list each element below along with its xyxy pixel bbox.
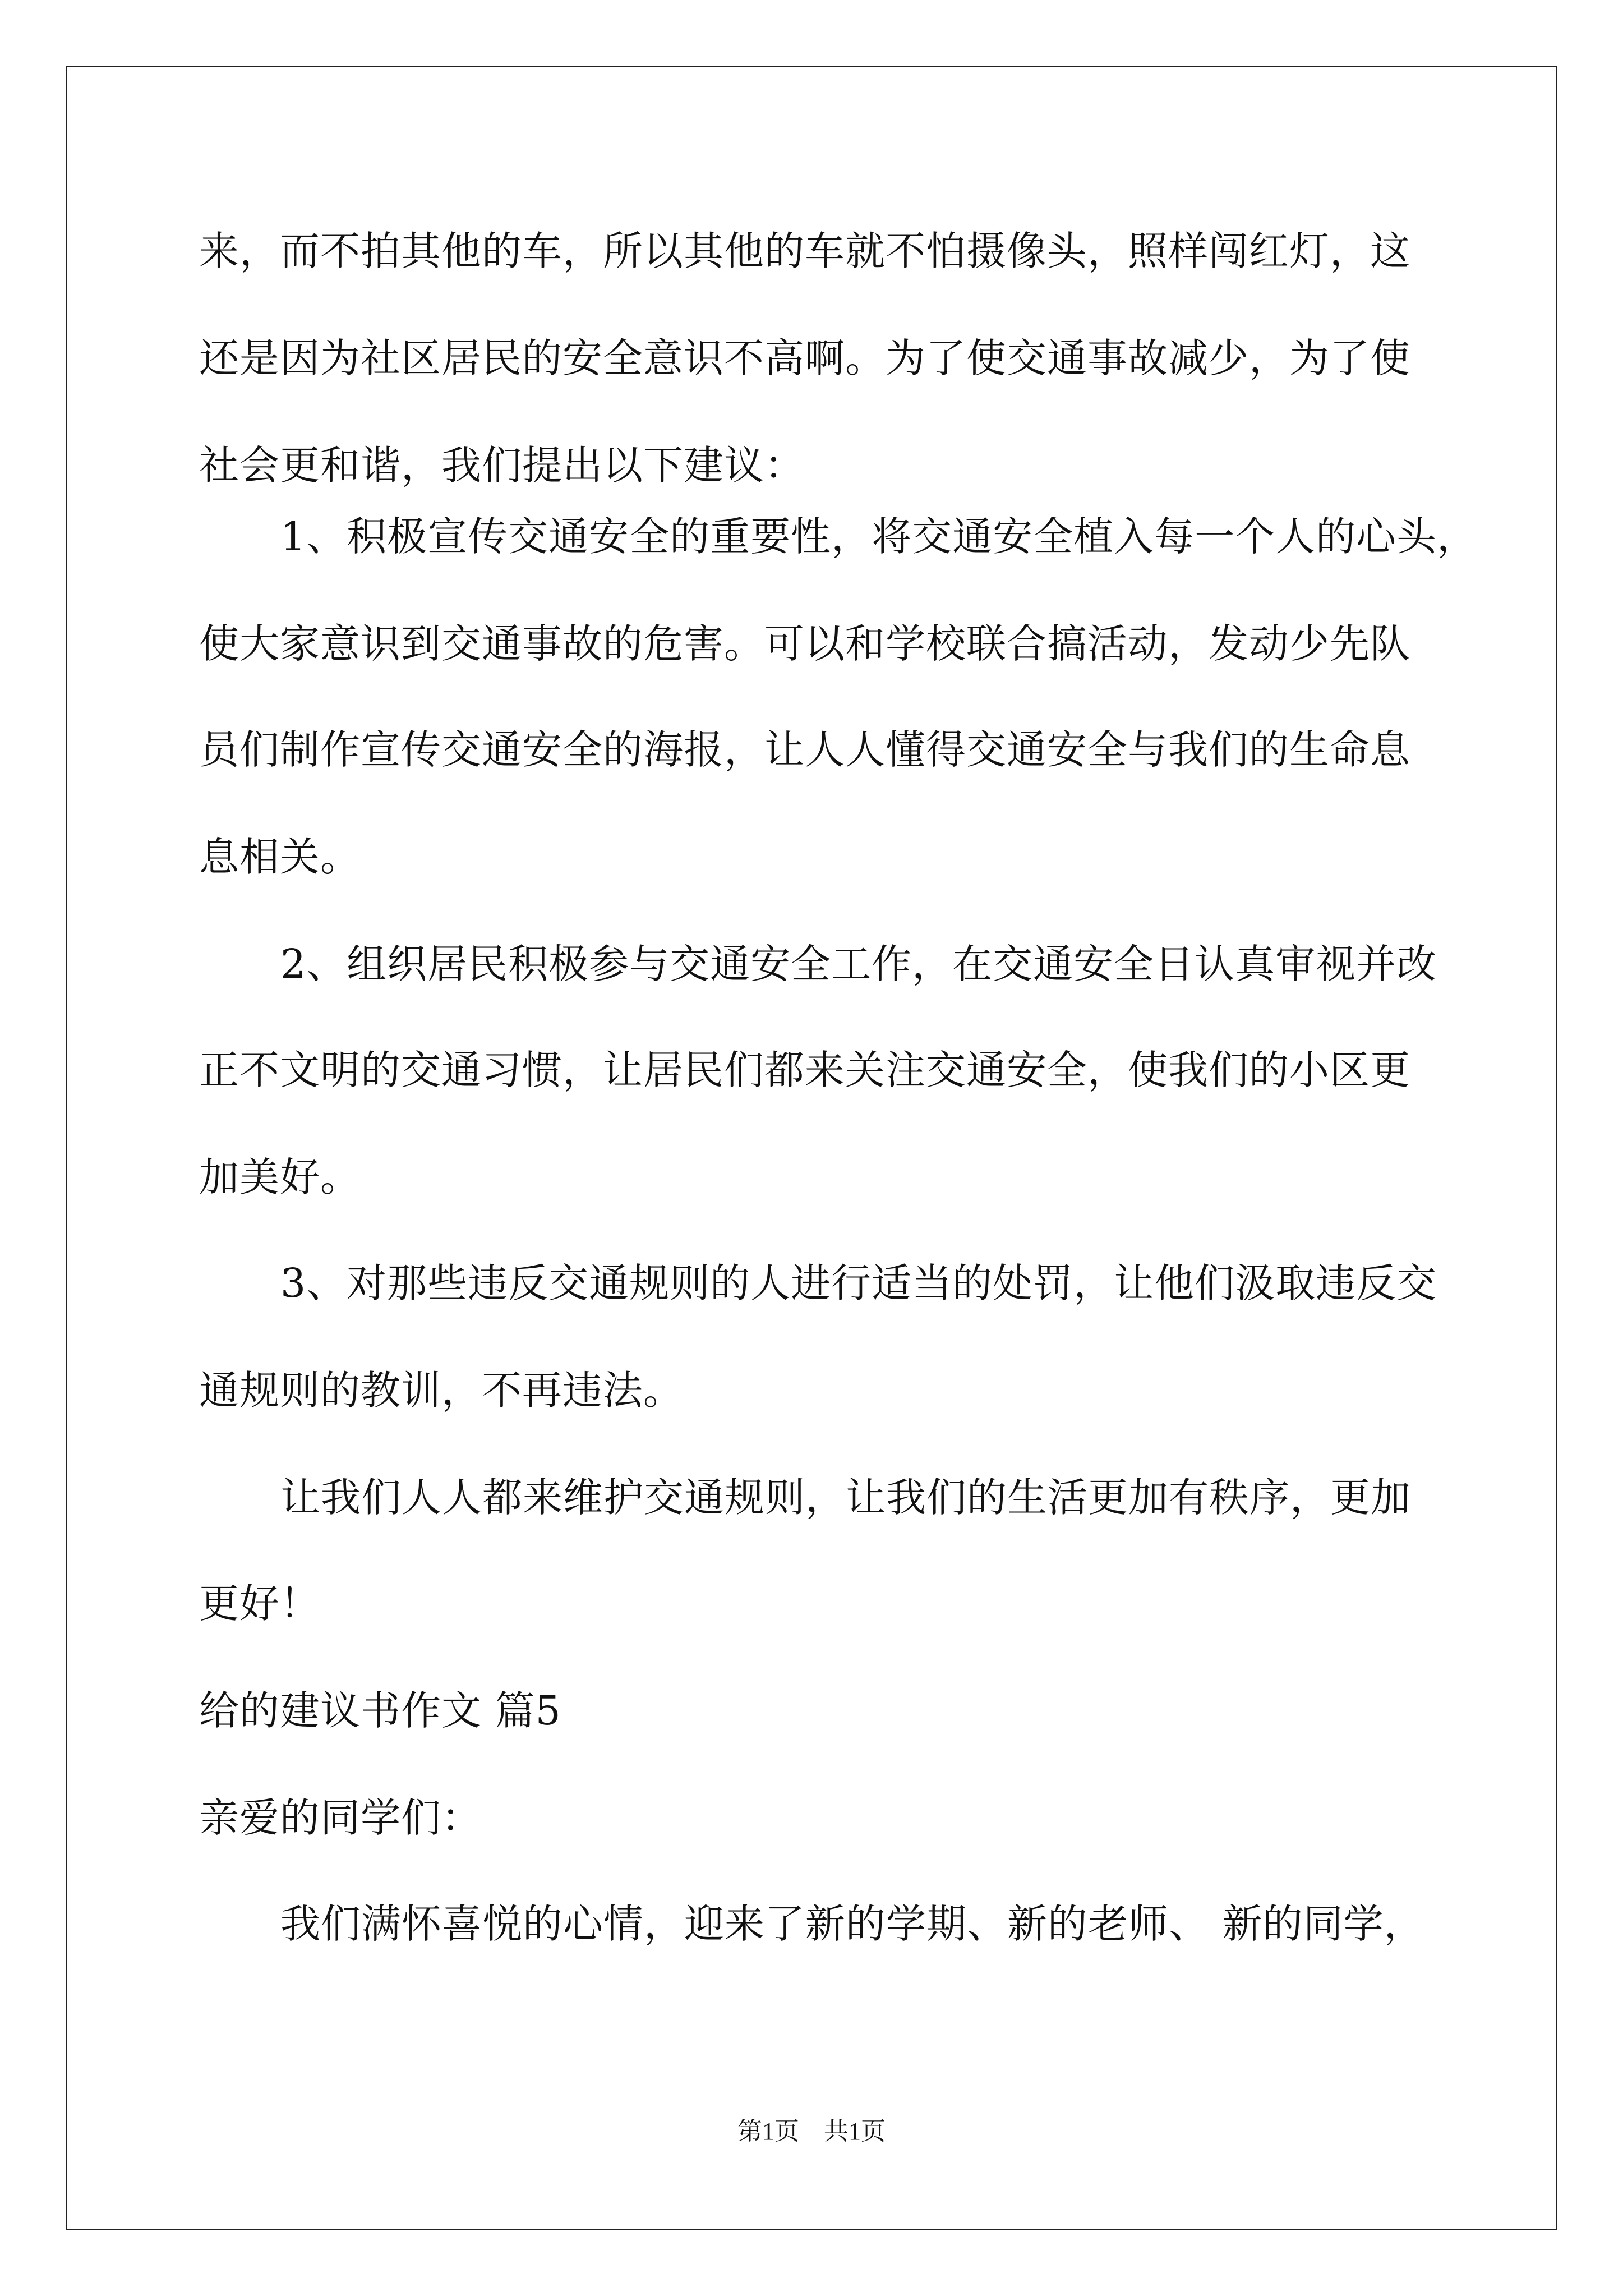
text-line: 息相关。 bbox=[199, 834, 361, 880]
text-line: 更好！ bbox=[199, 1580, 321, 1627]
page-footer bbox=[0, 2115, 1623, 2148]
text-line: 通规则的教训，不再违法。 bbox=[199, 1367, 684, 1414]
text-line: 员们制作宣传交通安全的海报，让人人懂得交通安全与我们的生命息 bbox=[199, 726, 1411, 773]
text-line: 3、对那些违反交通规则的人进行适当的处罚，让他们汲取违反交 bbox=[280, 1260, 1437, 1306]
page-number-total: 共1页 bbox=[824, 2118, 886, 2145]
page-number-current: 第1页 bbox=[737, 2118, 799, 2145]
text-line: 还是因为社区居民的安全意识不高啊。为了使交通事故减少，为了使 bbox=[199, 335, 1411, 381]
text-line: 我们满怀喜悦的心情，迎来了新的学期、新的老师、 新的同学， bbox=[280, 1901, 1424, 1947]
text-line: 使大家意识到交通事故的危害。可以和学校联合搞活动，发动少先队 bbox=[199, 620, 1411, 667]
text-line: 来，而不拍其他的车，所以其他的车就不怕摄像头，照样闯红灯，这 bbox=[199, 228, 1411, 274]
section-heading: 给的建议书作文 篇5 bbox=[199, 1687, 561, 1734]
text-line: 让我们人人都来维护交通规则，让我们的生活更加有秩序，更加 bbox=[280, 1474, 1412, 1521]
text-line: 1、积极宣传交通安全的重要性，将交通安全植入每一个人的心头， bbox=[280, 513, 1478, 560]
text-line: 2、组织居民积极参与交通安全工作，在交通安全日认真审视并改 bbox=[280, 941, 1437, 987]
text-line: 社会更和谐，我们提出以下建议： bbox=[199, 442, 805, 489]
salutation: 亲爱的同学们： bbox=[199, 1795, 482, 1841]
text-line: 正不文明的交通习惯，让居民们都来关注交通安全，使我们的小区更 bbox=[199, 1047, 1411, 1093]
text-line: 加美好。 bbox=[199, 1154, 361, 1200]
